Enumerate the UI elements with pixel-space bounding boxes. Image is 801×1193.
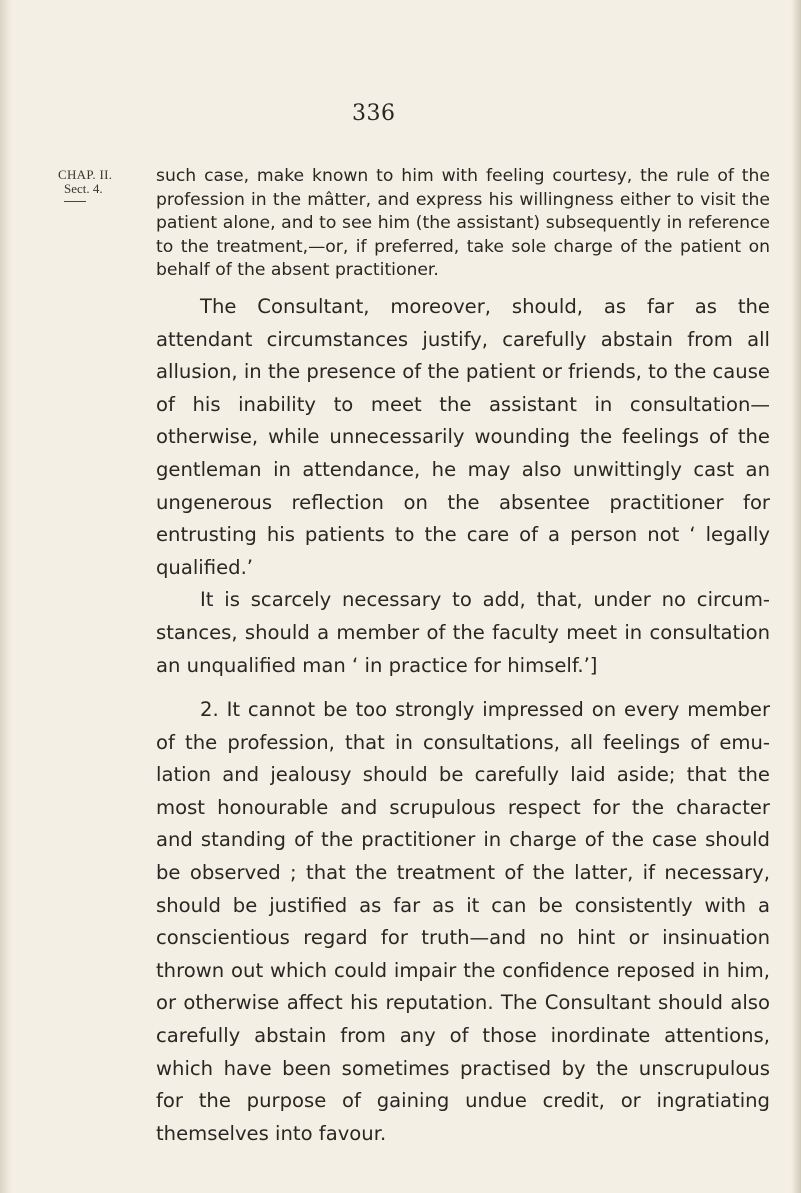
margin-note [58, 168, 128, 202]
body-text [156, 165, 770, 1150]
margin-rule [64, 201, 86, 202]
margin-section: Sect. 4. [64, 181, 103, 196]
margin-chapter: CHAP. II. [58, 167, 113, 182]
paragraph-3: It is scarcely necessary to add, that, under no circum- stances, should a member of the faculty meet in consultation an unqualified man ‘ in practice for himself.’] [156, 588, 770, 677]
paragraph-2: The Consultant, moreover, should, as far as the attendant circumstances justify, carefully abstain from all allusion, in the presence of the patient or friends, to the cause of his inability to meet the assistant in consultation—otherwise, while unnecessarily wounding the feelings of the gentleman in attendance, he may also unwittingly cast an ungenerous reflection on the absentee practitioner for entrusting his patients to the care of a person not ‘ legally qualified.’ [156, 294, 770, 579]
paragraph-1: such case, make known to him with feeling courtesy, the rule of the profession in the mâtter, and express his willingness either to visit the patient alone, and to see him (the assistant) subsequently in reference to the treatment,—or, if preferred, take sole charge of the patient on behalf of the absent practitioner. [156, 166, 770, 281]
page-edge-right [791, 0, 801, 1193]
page-number: 336 [352, 101, 396, 126]
page-edge-left [0, 0, 12, 1193]
paragraph-4: 2. It cannot be too strongly impressed on every member of the profession, that in consultations, all feelings of emu- lation and jealousy should be carefully laid aside; that the most honourable and scrupulous respect for the character and standing of the practitioner in charge of the case should be observed ; that the treatment of the latter, if necessary, should be justified as far as it can be consistently with a conscientious regard for truth—and no hint or insinuation thrown out which could impair the confidence reposed in him, or otherwise affect his reputation. The Consultant should also carefully abstain from any of those inordinate attentions, which have been sometimes practised by the unscrupulous for the purpose of gaining undue credit, or ingratiating themselves into favour. [156, 698, 770, 1145]
